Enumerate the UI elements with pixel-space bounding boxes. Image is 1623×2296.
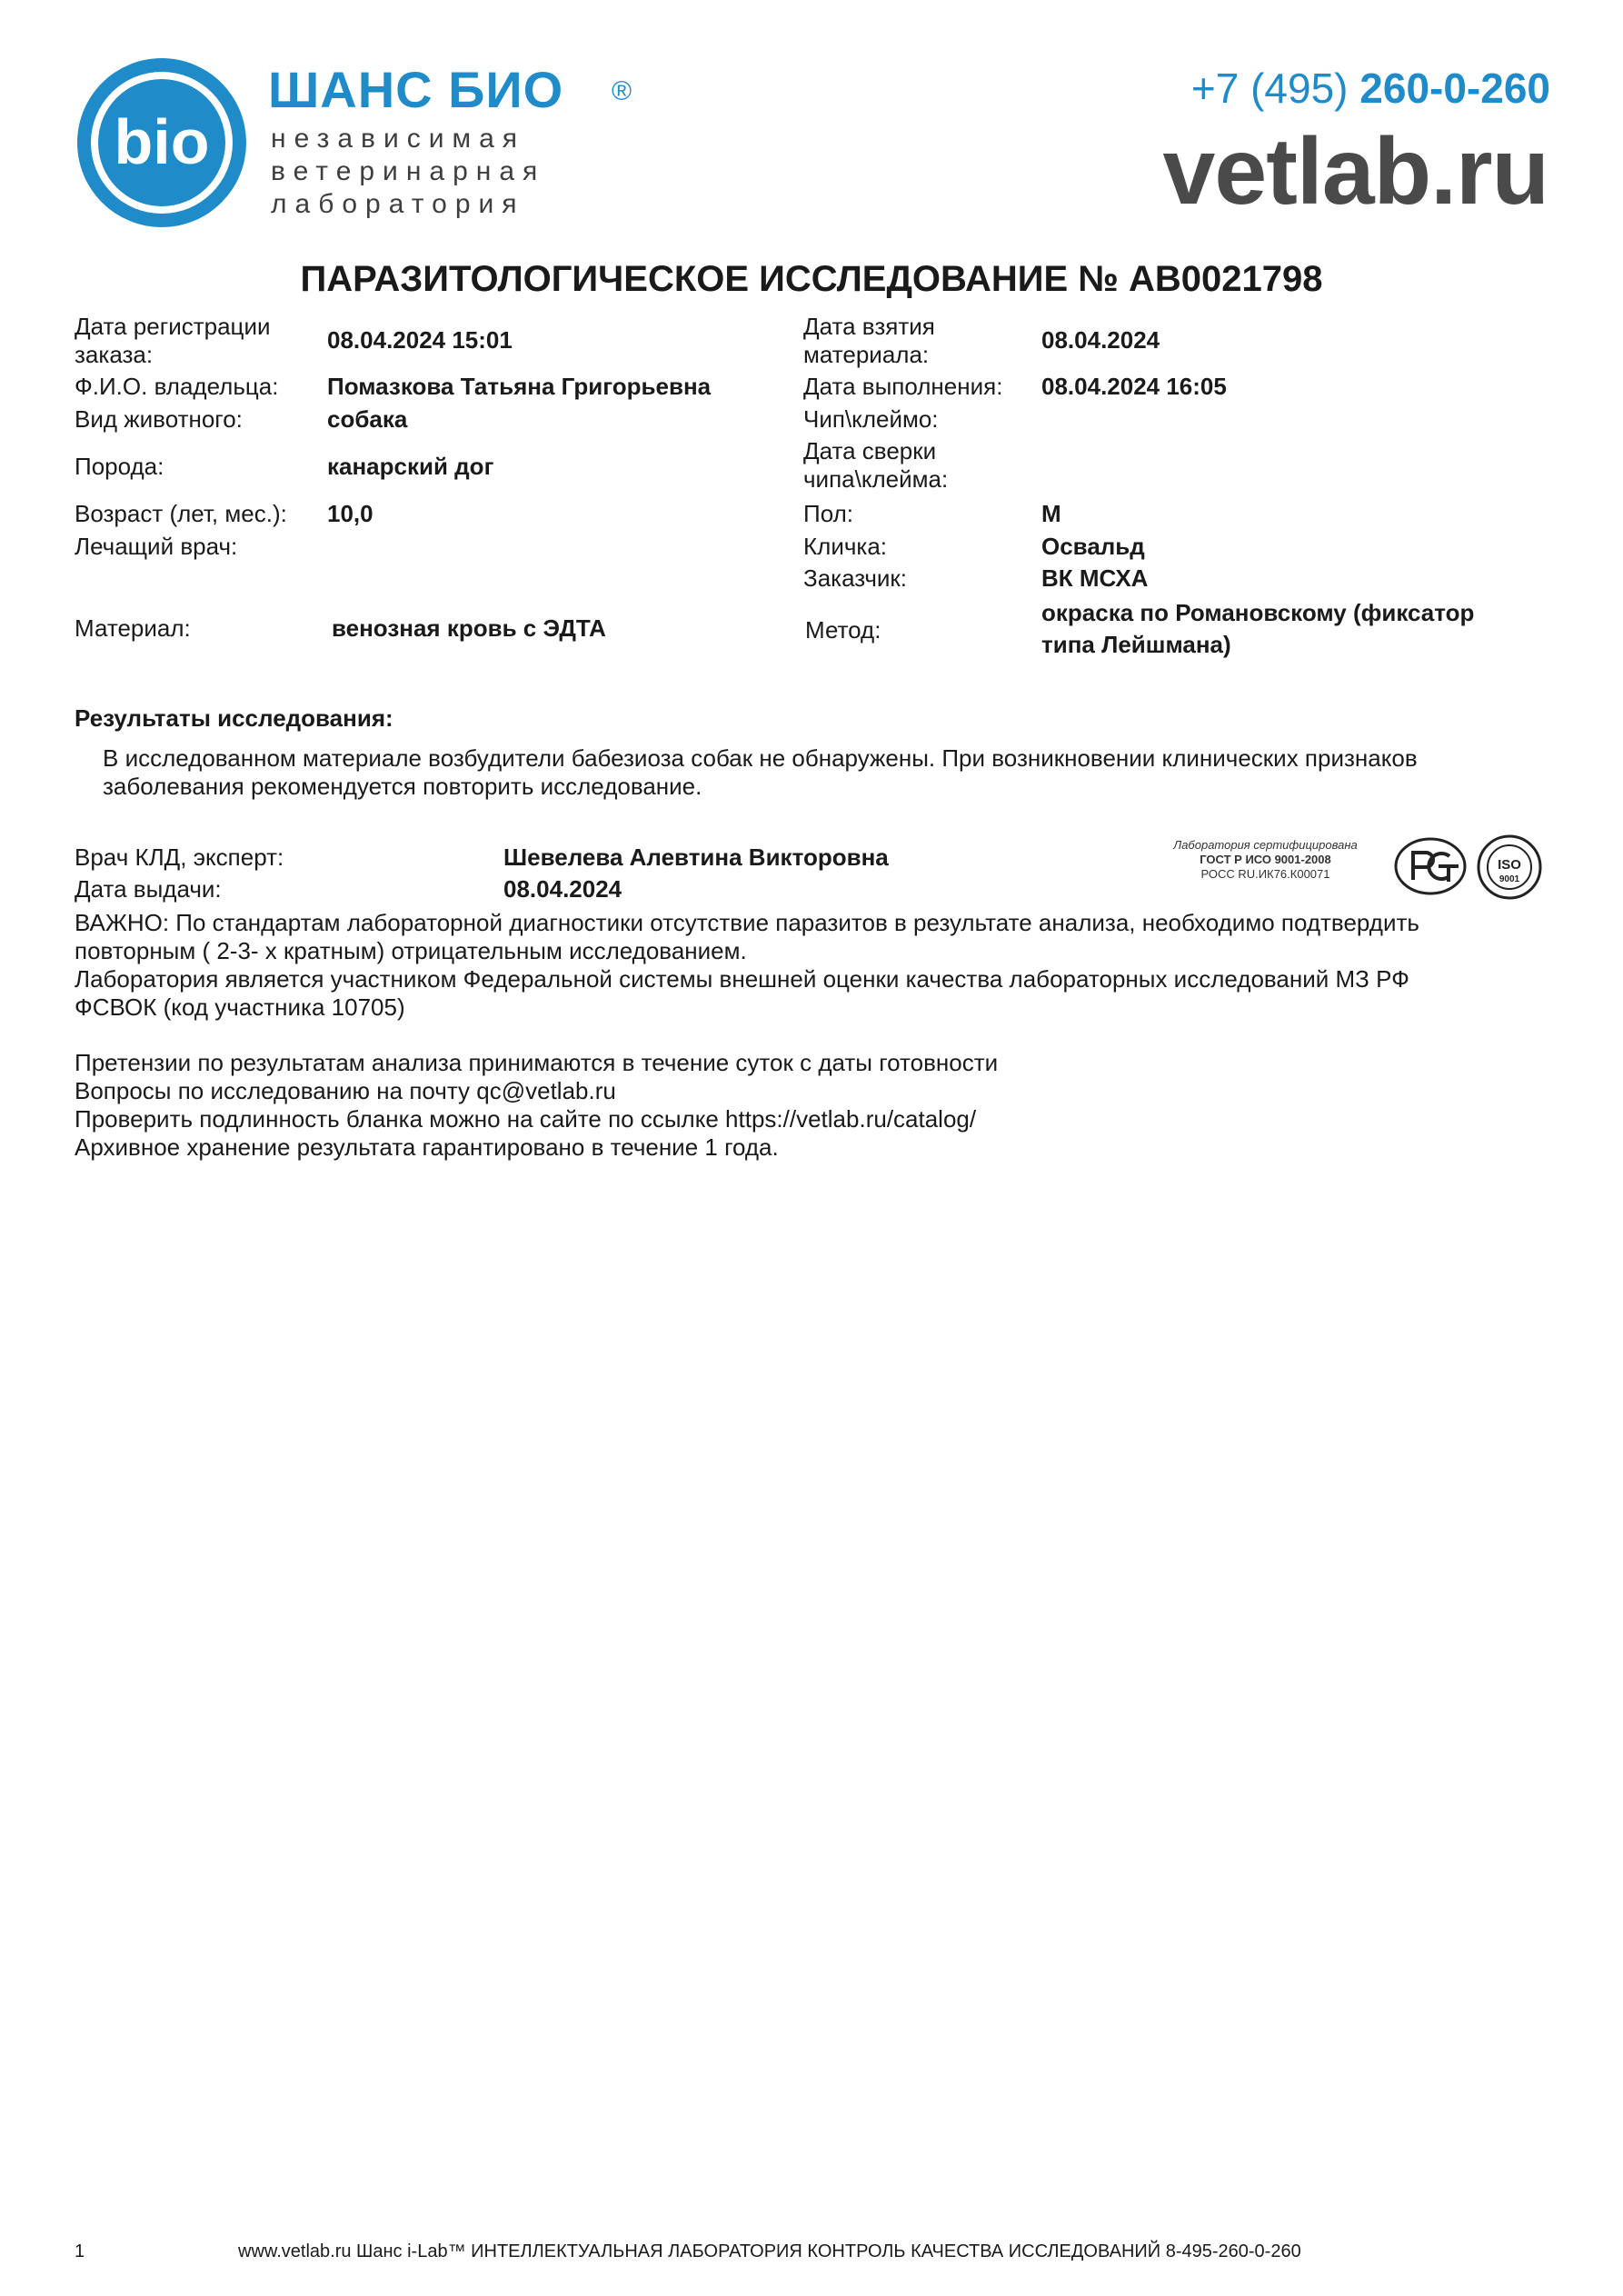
- chip-check-label-2: чипа\клейма:: [803, 465, 949, 493]
- pet-name-value: Освальд: [1041, 533, 1145, 560]
- age-label: Возраст (лет, мес.):: [75, 500, 287, 527]
- reg-date-value: 08.04.2024 15:01: [327, 326, 513, 354]
- note-claims: Претензии по результатам анализа принимаются в течение суток с даты готовности: [75, 1049, 999, 1076]
- done-date-label: Дата выполнения:: [803, 373, 1003, 400]
- note-archive: Архивное хранение результата гарантировано в течение 1 года.: [75, 1133, 779, 1161]
- page-title: ПАРАЗИТОЛОГИЧЕСКОЕ ИССЛЕДОВАНИЕ № AB0021798: [300, 259, 1323, 299]
- brand-subtitle-2: ветеринарная: [271, 156, 546, 186]
- note-fsvok-1: Лаборатория является участником Федеральной системы внешней оценки качества лабораторных исследований МЗ РФ: [75, 965, 1409, 993]
- done-date-value: 08.04.2024 16:05: [1041, 373, 1227, 400]
- breed-value: канарский дог: [327, 453, 494, 480]
- material-label: Материал:: [75, 614, 191, 642]
- site-logo: vetlab.ru: [1162, 119, 1548, 225]
- note-important-1: ВАЖНО: По стандартам лабораторной диагностики отсутствие паразитов в результате анализа, необходимо подтвердить: [75, 909, 1419, 936]
- doctor-value: Шевелева Алевтина Викторовна: [503, 844, 889, 871]
- phone-prefix: +7 (495): [1190, 65, 1360, 112]
- customer-value: ВК МСХА: [1041, 564, 1149, 592]
- note-fsvok-2: ФСВОК (код участника 10705): [75, 993, 405, 1021]
- certification-block: [1145, 838, 1386, 882]
- phone-main: 260-0-260: [1359, 65, 1550, 112]
- sample-date-value: 08.04.2024: [1041, 326, 1160, 354]
- sex-label: Пол:: [803, 500, 853, 527]
- reg-date-label-1: Дата регистрации: [75, 313, 271, 340]
- owner-label: Ф.И.О. владельца:: [75, 373, 279, 400]
- rst-mark-icon: [1393, 836, 1468, 896]
- note-questions: Вопросы по исследованию на почту qc@vetlab.ru: [75, 1077, 616, 1104]
- note-important-2: повторным ( 2-3- х кратным) отрицательным исследованием.: [75, 937, 747, 964]
- sample-date-label-2: материала:: [803, 341, 930, 368]
- species-label: Вид животного:: [75, 405, 243, 433]
- brand-subtitle-3: лаборатория: [271, 189, 525, 219]
- cert-line-3: РОСС RU.ИК76.К00071: [1200, 867, 1330, 881]
- breed-label: Порода:: [75, 453, 164, 480]
- iso-number: 9001: [1499, 874, 1520, 884]
- issue-date-value: 08.04.2024: [503, 875, 622, 903]
- note-verify: Проверить подлинность бланка можно на сайте по ссылке https://vetlab.ru/catalog/: [75, 1105, 977, 1133]
- cert-line-1: Лаборатория сертифицирована: [1173, 838, 1358, 852]
- results-heading: Результаты исследования:: [75, 704, 393, 732]
- page-number: 1: [75, 2241, 85, 2261]
- logo-text: bio: [114, 106, 210, 177]
- iso-mark-icon: [1477, 834, 1542, 900]
- age-value: 10,0: [327, 500, 373, 527]
- bio-logo: [75, 56, 248, 229]
- vet-label: Лечащий врач:: [75, 533, 238, 560]
- footer-text: www.vetlab.ru Шанс i-Lab™ ИНТЕЛЛЕКТУАЛЬНАЯ ЛАБОРАТОРИЯ КОНТРОЛЬ КАЧЕСТВА ИССЛЕДОВАНИЙ 8-495-260-0-260: [238, 2241, 1301, 2261]
- owner-value: Помазкова Татьяна Григорьевна: [327, 373, 712, 400]
- results-line-2: заболевания рекомендуется повторить исследование.: [103, 773, 702, 800]
- reg-date-label-2: заказа:: [75, 341, 154, 368]
- method-value-1: окраска по Романовскому (фиксатор: [1041, 599, 1475, 626]
- iso-text: ISO: [1498, 857, 1521, 873]
- sex-value: М: [1041, 500, 1061, 527]
- results-line-1: В исследованном материале возбудители бабезиоза собак не обнаружены. При возникновении клинических признаков: [103, 744, 1418, 772]
- brand-name: ШАНС БИО: [268, 61, 564, 118]
- species-value: собака: [327, 405, 408, 433]
- chip-check-label-1: Дата сверки: [803, 437, 937, 464]
- customer-label: Заказчик:: [803, 564, 908, 592]
- cert-line-2: ГОСТ Р ИСО 9001-2008: [1200, 853, 1331, 866]
- material-value: венозная кровь с ЭДТА: [332, 614, 606, 642]
- method-value-2: типа Лейшмана): [1041, 631, 1231, 658]
- pet-name-label: Кличка:: [803, 533, 888, 560]
- issue-date-label: Дата выдачи:: [75, 875, 222, 903]
- phone-number: [1191, 64, 1550, 113]
- chip-label: Чип\клеймо:: [803, 405, 939, 433]
- sample-date-label-1: Дата взятия: [803, 313, 935, 340]
- registered-mark: ®: [612, 76, 632, 106]
- brand-subtitle-1: независимая: [271, 124, 526, 154]
- method-label: Метод:: [805, 616, 881, 644]
- doctor-label: Врач КЛД, эксперт:: [75, 844, 284, 871]
